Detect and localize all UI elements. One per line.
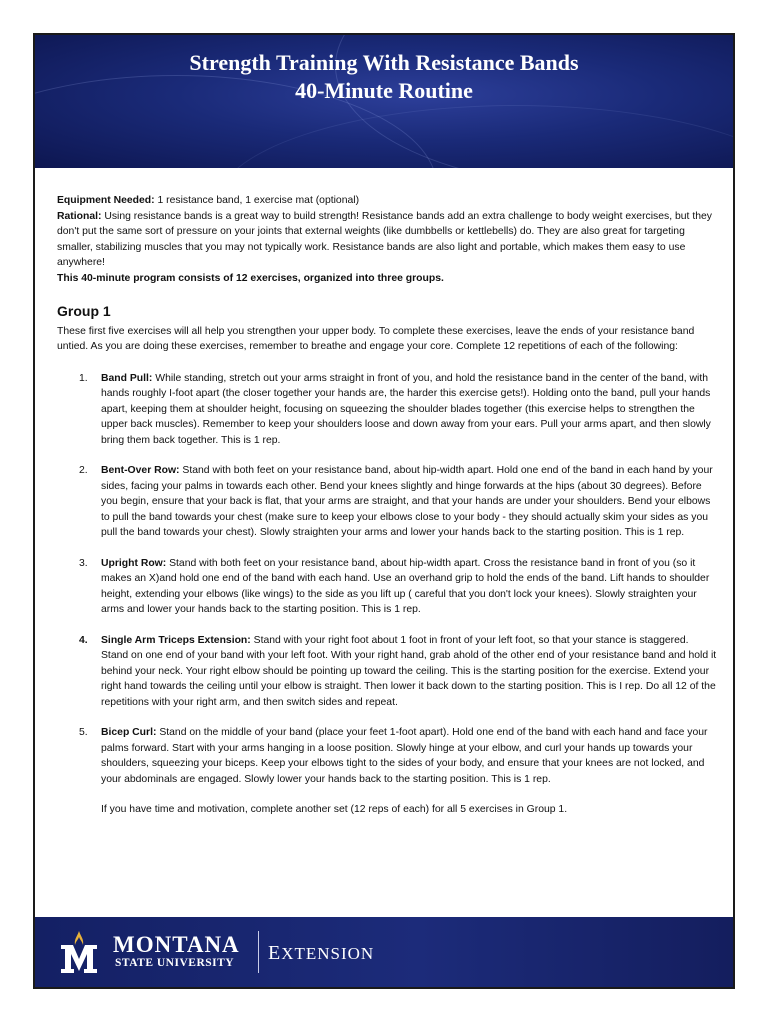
rational-label: Rational: bbox=[57, 210, 102, 222]
rational-text: Using resistance bands is a great way to build strength! Resistance bands add an extra challenge to body weight exercises, but they don't put the same sort of pressure on your joints that external weights (like dumbbells or kettlebells) do. They are also great for targeting smaller, stabilizing muscles that you may not typically work. Resistance bands are also light and portable, which makes them easy to use anywhere! bbox=[57, 210, 712, 268]
extension-initial: E bbox=[268, 942, 282, 964]
exercise-name: Band Pull: bbox=[101, 372, 153, 384]
group-1-title: Group 1 bbox=[57, 303, 111, 319]
exercise-item bbox=[57, 556, 717, 618]
equipment-label: Equipment Needed: bbox=[57, 195, 155, 206]
exercise-text: Stand with both feet on your resistance band, about hip-width apart. Hold one end of the band in each hand by your sides, facing your palms in towards each other. Bend your knees slightly and hinge forwards at the hips (about 30 degrees). Before you begin, ensure that your back is flat, that your arms are straight, and that your hands are under your shoulders. Bend your elbows to pull the band towards your chest (make sure to keep your elbows close to your body - they should actually skim your sides as you pull the band towards your chest). Slowly straighten your arms and lower your hands back to the starting position. This is 1 rep. bbox=[101, 465, 713, 538]
exercise-name: Bent-Over Row: bbox=[101, 465, 180, 476]
extension-wordmark bbox=[268, 942, 374, 965]
exercise-name: Bicep Curl: bbox=[101, 727, 157, 738]
msu-mountain-logo-icon bbox=[57, 929, 101, 975]
logo-montana: MONTANA bbox=[113, 932, 240, 957]
page-title bbox=[35, 49, 733, 105]
exercise-number: 1. bbox=[79, 372, 88, 384]
exercise-name: Single Arm Triceps Extension: bbox=[101, 634, 251, 646]
title-line-2: 40-Minute Routine bbox=[295, 78, 473, 103]
page-frame bbox=[33, 33, 735, 989]
exercise-text: Stand with your right foot about 1 foot in front of your left foot, so that your stance is staggered. Stand on one end of your band with your left foot. With your right hand, grab ahold of the other end of your resistance band and hold it behind your neck. Your right elbow should be pointing up toward the ceiling. This is the starting position for the exercise. Extend your right hand towards the ceiling until your elbow is straight. Then lower it back down to the starting position. This is I rep. Do all 12 of the repetitions with your right arm, and then switch sides and repeat. bbox=[101, 634, 717, 708]
footer-divider bbox=[258, 931, 259, 973]
program-summary: This 40-minute program consists of 12 exercises, organized into three groups. bbox=[57, 272, 444, 284]
exercise-number: 5. bbox=[79, 727, 88, 738]
exercise-text: Stand on the middle of your band (place your feet 1-foot apart). Hold one end of the band with each hand and face your palms forward. Start with your arms hanging in a loose position. Slowly hinge at your elbow, and curl your hands up towards your shoulders, squeezing your biceps. Keep your elbows tight to the sides of your body, and ensure that your knees are not locked, and your abdominals are engaged. Slowly lower your hands back to the starting position. This is 1 rep. bbox=[101, 727, 708, 785]
equipment-paragraph bbox=[57, 193, 717, 209]
exercise-text: Stand with both feet on your resistance band, about hip-width apart. Cross the resistance band in front of you (so it makes an X)and hold one end of the band with each hand. Use an overhand grip to hold the ends of the band. Lift hands to shoulder height, extending your elbows (like wings) to the side as you lift up ( careful that you don't lock your knees). Slowly straighten your arms and lower your hands back to the starting position. This is 1 rep. bbox=[101, 557, 710, 615]
exercise-name: Upright Row: bbox=[101, 557, 167, 569]
group-1-intro: These first five exercises will all help you strengthen your upper body. To complete these exercises, leave the ends of your resistance band untied. As you are doing these exercises, remember to breathe and engage your core. Complete 12 repetitions of each of the following: bbox=[57, 325, 695, 352]
extension-rest: XTENSION bbox=[281, 944, 375, 963]
rational-paragraph bbox=[57, 209, 717, 271]
header-banner bbox=[35, 35, 733, 168]
equipment-text: 1 resistance band, 1 exercise mat (optional) bbox=[154, 195, 360, 206]
exercise-number: 4. bbox=[79, 634, 88, 646]
exercise-number: 3. bbox=[79, 557, 88, 569]
exercise-item bbox=[57, 371, 717, 449]
exercise-item bbox=[57, 633, 717, 711]
exercise-item bbox=[57, 725, 717, 818]
exercise-text: While standing, stretch out your arms straight in front of you, and hold the resistance band in the center of the band, with hands roughly I-foot apart (the closer together your hands are, the harder this exercise gets!). Holding onto the band, pull your hands apart, keeping them at shoulder height, focusing on squeezing the shoulder blades together (this exercise helps to strengthen the upper back muscles). Remember to keep your shoulders loose and down away from your ears. Pull your arms apart, and then slowly bring them back together. This is 1 rep. bbox=[101, 372, 711, 446]
exercise-item bbox=[57, 463, 717, 541]
exercise-number: 2. bbox=[79, 465, 88, 476]
footer-banner bbox=[35, 917, 733, 987]
group-1-closing: If you have time and motivation, complete another set (12 reps of each) for all 5 exercises in Group 1. bbox=[101, 804, 568, 815]
main-content bbox=[57, 193, 717, 833]
logo-state-university: STATE UNIVERSITY bbox=[115, 957, 235, 969]
title-line-1: Strength Training With Resistance Bands bbox=[189, 50, 579, 75]
exercise-list bbox=[57, 371, 717, 818]
